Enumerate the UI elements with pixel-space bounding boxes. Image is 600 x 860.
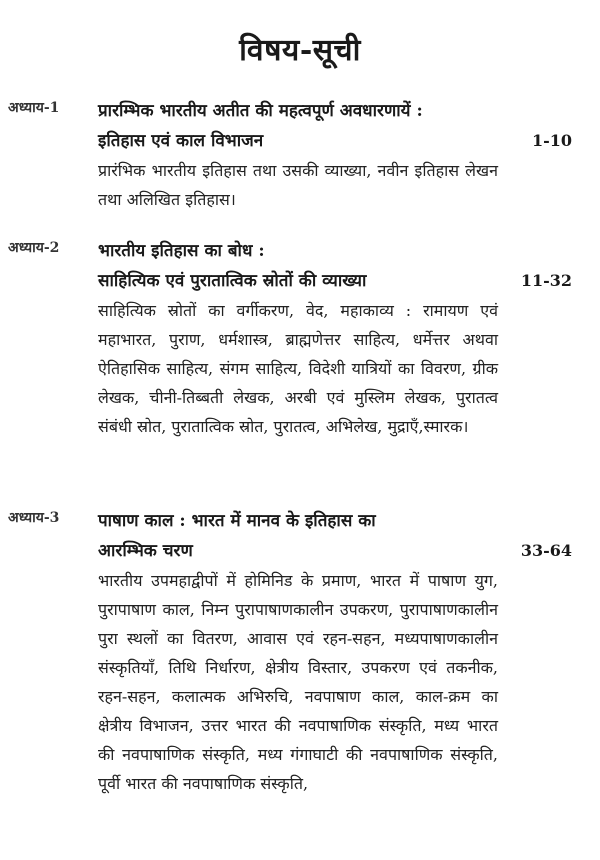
chapter-body [98, 236, 580, 441]
chapter-title-row [98, 266, 580, 296]
chapter-title-line1: पाषाण काल : भारत में मानव के इतिहास का [98, 511, 376, 531]
chapter-description: भारतीय उपमहाद्वीपों में होमिनिड के प्रमाण, भारत में पाषाण युग, पुरापाषाण काल, निम्न पुरापाषाणकालीन उपकरण, पुरापाषाणकालीन पुरा स्थलों का वितरण, आवास एवं रहन-सहन, मध्यपाषाणकालीन संस्कृतियाँ, तिथि निर्धारण, क्षेत्रीय विस्तार, उपकरण एवं तकनीक, रहन-सहन, कलात्मक अभिरुचि, नवपाषाण काल, काल-क्रम का क्षेत्रीय विभाजन, उत्तर भारत की नवपाषाणिक संस्कृति, मध्य भारत की नवपाषाणिक संस्कृति, मध्य गंगाघाटी की नवपाषाणिक संस्कृति, पूर्वी भारत की नवपाषाणिक संस्कृति, [98, 571, 498, 793]
page-title: विषय-सूची [239, 33, 361, 68]
chapter-pages: 33-64 [520, 541, 572, 560]
chapter-label: अध्याय-1 [8, 100, 60, 116]
chapter-description: प्रारंभिक भारतीय इतिहास तथा उसकी व्याख्या, नवीन इतिहास लेखन तथा अलिखित इतिहास। [98, 161, 498, 209]
chapter-title-line2: साहित्यिक एवं पुरातात्विक स्रोतों की व्याख्या [98, 271, 367, 291]
chapter-title-line2: इतिहास एवं काल विभाजन [98, 131, 264, 151]
chapter-body [98, 506, 580, 798]
chapter-description: साहित्यिक स्रोतों का वर्गीकरण, वेद, महाकाव्य : रामायण एवं महाभारत, पुराण, धर्मशास्त्र, ब्राह्मणेत्तर साहित्य, धर्मेत्तर अथवा ऐतिहासिक साहित्य, संगम साहित्य, विदेशी यात्रियों का विवरण, ग्रीक लेखक, चीनी-तिब्बती लेखक, अरबी एवं मुस्लिम लेखक, पुरातत्व संबंधी स्रोत, पुरातात्विक स्रोत, पुरातत्व, अभिलेख, मुद्राएँ,स्मारक। [98, 301, 498, 436]
chapter-pages: 11-32 [520, 271, 572, 290]
chapter-title-row [98, 126, 580, 156]
chapter-label: अध्याय-3 [8, 510, 60, 526]
chapter-label: अध्याय-2 [8, 240, 60, 256]
chapter-body [98, 96, 580, 214]
chapter-title-row [98, 536, 580, 566]
chapter-title-line2: आरम्भिक चरण [98, 541, 193, 561]
chapter-title-line1: प्रारम्भिक भारतीय अतीत की महत्वपूर्ण अवधारणायें : [98, 101, 423, 121]
chapter-pages: 1-10 [531, 131, 572, 150]
chapter-title-line1: भारतीय इतिहास का बोध : [98, 241, 265, 261]
